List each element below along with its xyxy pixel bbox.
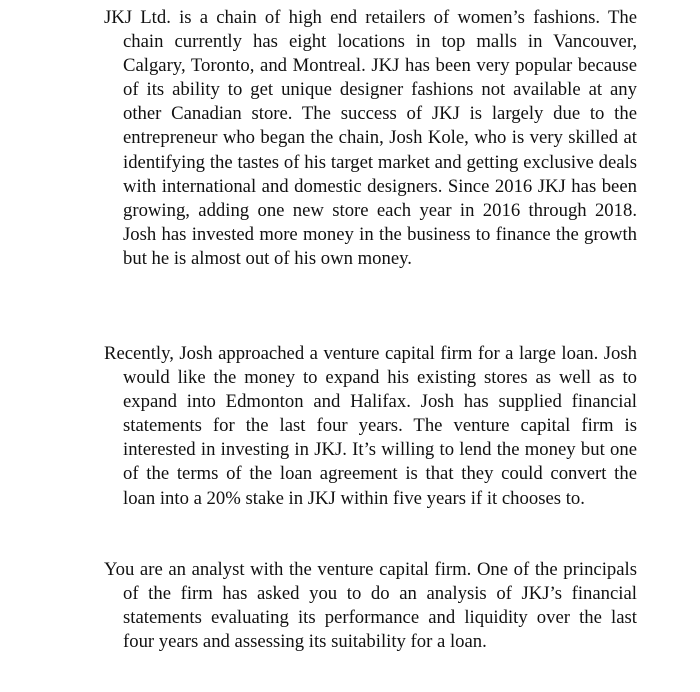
- paragraph-loan-request: Recently, Josh approached a venture capital firm for a large loan. Josh would like the money to expand his existing stores as well as to expand into Edmonton and Halifax. Josh has supplied financial statements for the last four years. The venture capital firm is interested in investing in JKJ. It’s willing to lend the money but one of the terms of the loan agreement is that they could convert the loan into a 20% stake in JKJ within five years if it chooses to.: [104, 343, 637, 509]
- paragraph-company-background: JKJ Ltd. is a chain of high end retailers of women’s fashions. The chain currently has eight locations in top malls in Vancouver, Calgary, Toronto, and Montreal. JKJ has been very popular because of its ability to get unique designer fashions not available at any other Canadian store. The success of JKJ is largely due to the entrepreneur who began the chain, Josh Kole, who is very skilled at identifying the tastes of his target market and getting exclusive deals with international and domestic designers. Since 2016 JKJ has been growing, adding one new store each year in 2016 through 2018. Josh has invested more money in the business to finance the growth but he is almost out of his own money.: [104, 7, 637, 269]
- paragraph-analyst-task: You are an analyst with the venture capital firm. One of the principals of the firm has asked you to do an analysis of JKJ’s financial statements evaluating its performance and liquidity over the last four years and assessing its suitability for a loan.: [104, 559, 637, 653]
